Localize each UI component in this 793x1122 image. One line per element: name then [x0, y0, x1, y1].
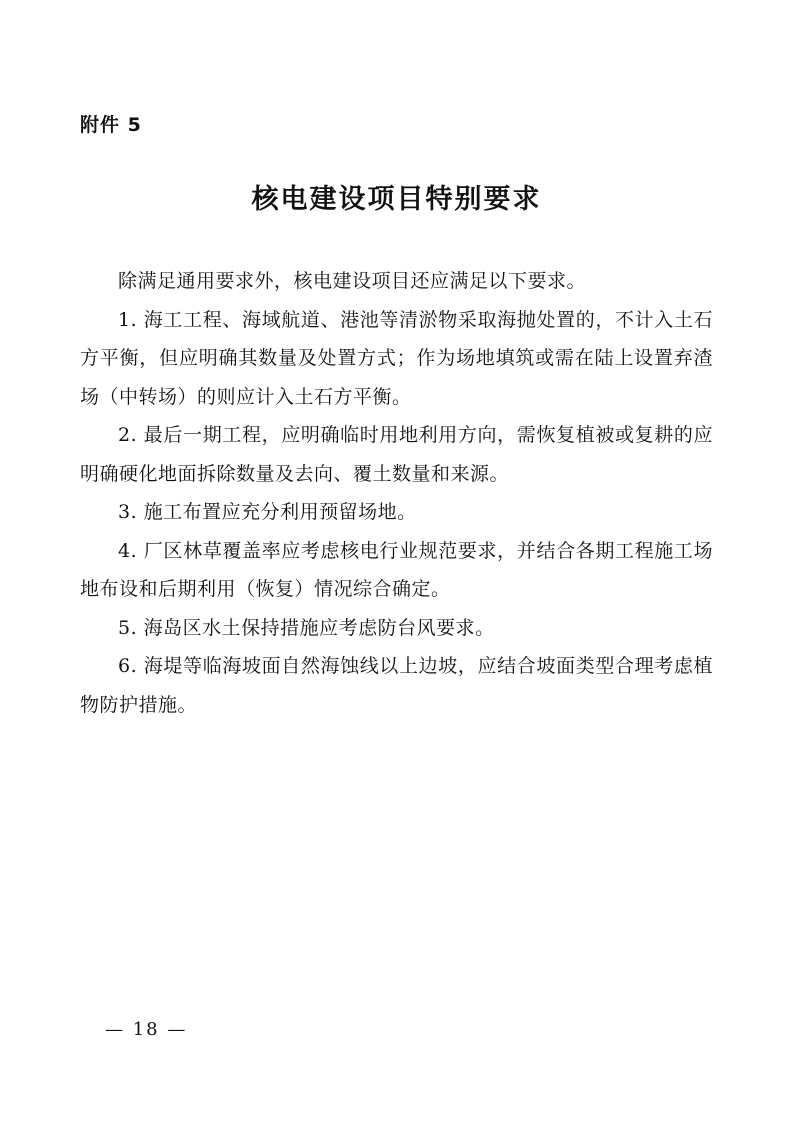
document-body — [80, 262, 713, 724]
requirement-4: 4. 厂区林草覆盖率应考虑核电行业规范要求，并结合各期工程施工场地布设和后期利用（恢复）情况综合确定。 — [80, 539, 713, 600]
requirement-2: 2. 最后一期工程，应明确临时用地利用方向，需恢复植被或复耕的应明确硬化地面拆除数量及去向、覆土数量和来源。 — [80, 424, 713, 485]
requirement-6: 6. 海堤等临海坡面自然海蚀线以上边坡，应结合坡面类型合理考虑植物防护措施。 — [80, 655, 713, 716]
requirement-5: 5. 海岛区水土保持措施应考虑防台风要求。 — [118, 616, 495, 639]
requirement-3: 3. 施工布置应充分利用预留场地。 — [118, 501, 417, 523]
document-title: 核电建设项目特别要求 — [251, 184, 542, 215]
page-number: — 18 — — [105, 1019, 188, 1040]
attachment-label: 附件 5 — [80, 114, 142, 136]
requirement-1: 1. 海工工程、海域航道、港池等清淤物采取海抛处置的，不计入土石方平衡，但应明确其数量及处置方式；作为场地填筑或需在陆上设置弃渣场（中转场）的则应计入土石方平衡。 — [80, 308, 713, 408]
intro-paragraph: 除满足通用要求外，核电建设项目还应满足以下要求。 — [118, 270, 587, 292]
